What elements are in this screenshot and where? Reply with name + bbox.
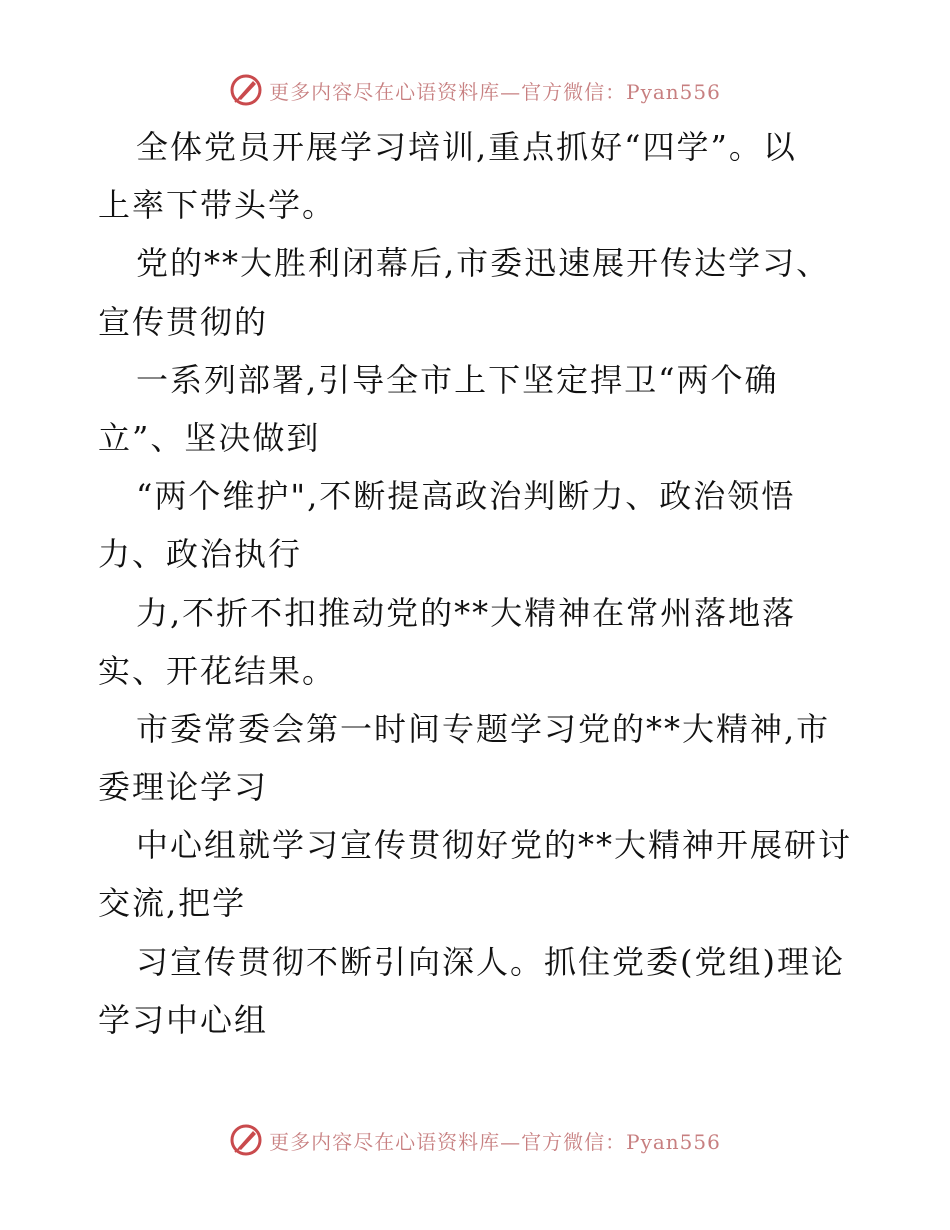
- text-line: “两个维护",不断提高政治判断力、政治领悟: [136, 477, 796, 516]
- text-line: 上率下带头学。: [98, 186, 337, 225]
- quill-logo-icon: [229, 73, 263, 107]
- text-line: 力、政治执行: [98, 535, 303, 574]
- text-line: 市委常委会第一时间专题学习党的**大精神,市: [136, 709, 831, 748]
- text-line: 学习中心组: [98, 1000, 269, 1039]
- text-line: 立”、坚决做到: [98, 418, 321, 457]
- text-line: 交流,把学: [98, 884, 247, 923]
- text-line: 全体党员开展学习培训,重点抓好“四学”。以: [136, 128, 797, 166]
- text-line: 一系列部署,引导全市上下坚定捍卫“两个确: [136, 360, 779, 399]
- text-line: 实、开花结果。: [98, 651, 337, 690]
- text-line: 宣传贯彻的: [98, 302, 269, 341]
- text-line: 力,不折不扣推动党的**大精神在常州落地落: [136, 593, 797, 632]
- text-line: 习宣传贯彻不断引向深人。抓住党委(党组)理论: [136, 942, 845, 981]
- header-watermark: [0, 70, 950, 110]
- text-line: 中心组就学习宣传贯彻好党的**大精神开展研讨: [136, 826, 853, 865]
- text-line: 党的**大胜利闭幕后,市委迅速展开传达学习、: [136, 244, 831, 283]
- footer-watermark: [0, 1120, 950, 1160]
- text-line: 委理论学习: [98, 768, 269, 807]
- document-body: [98, 118, 858, 1049]
- quill-logo-icon: [229, 1123, 263, 1157]
- watermark-text: 更多内容尽在心语资料库—官方微信：Pyan556: [269, 79, 721, 104]
- watermark-text: 更多内容尽在心语资料库—官方微信：Pyan556: [269, 1129, 721, 1154]
